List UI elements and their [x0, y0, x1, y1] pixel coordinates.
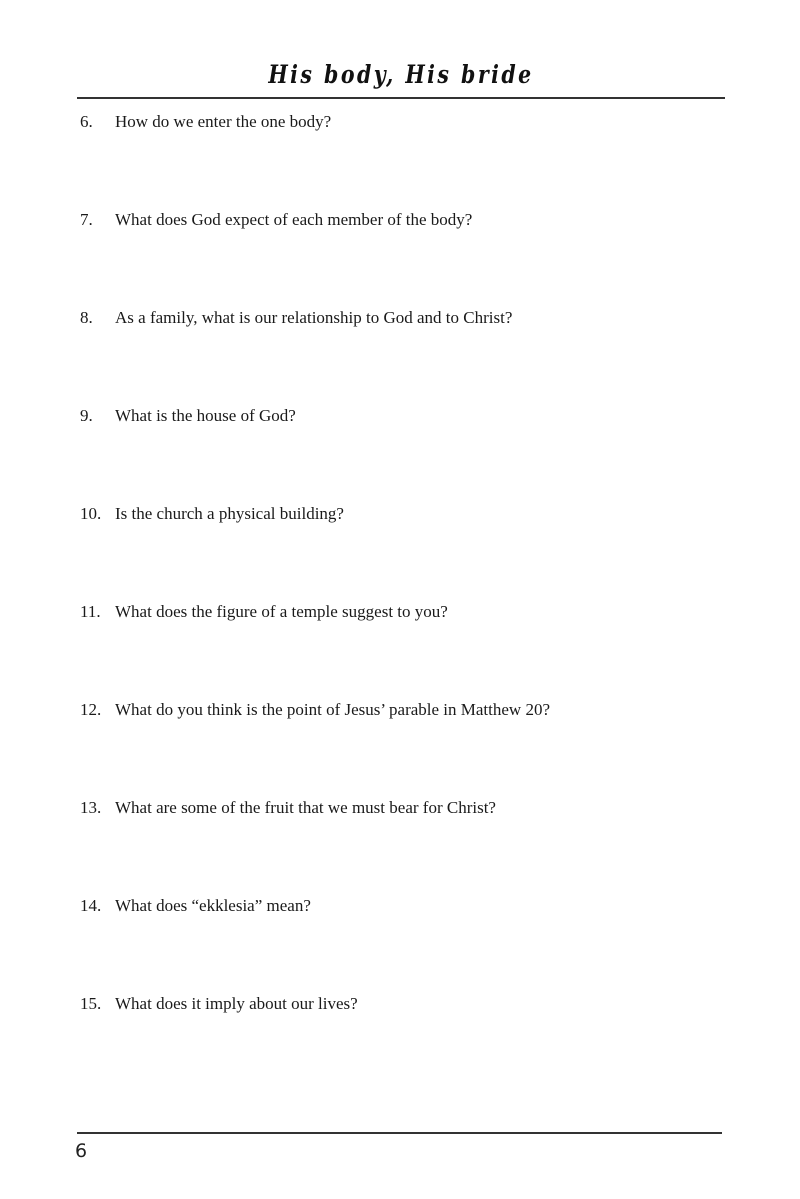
question-number: 13.	[80, 798, 102, 817]
question-text: What do you think is the point of Jesus’ parable in Matthew 20?	[115, 700, 550, 719]
question-text: What are some of the fruit that we must bear for Christ?	[115, 798, 496, 817]
question-item	[80, 896, 311, 916]
question-text: As a family, what is our relationship to God and to Christ?	[115, 308, 513, 327]
question-number: 12.	[80, 700, 102, 719]
question-number: 11.	[80, 602, 101, 621]
question-number: 10.	[80, 504, 102, 523]
question-number: 7.	[80, 210, 93, 229]
footer-rule	[77, 1132, 722, 1134]
question-item	[80, 210, 472, 230]
question-text: What is the house of God?	[115, 406, 296, 425]
question-item	[80, 798, 496, 818]
question-number: 6.	[80, 112, 93, 131]
question-item	[80, 112, 331, 132]
question-number: 9.	[80, 406, 93, 425]
question-item	[80, 700, 550, 720]
question-number: 14.	[80, 896, 102, 915]
question-text: Is the church a physical building?	[115, 504, 344, 523]
question-item	[80, 994, 358, 1014]
question-item	[80, 602, 448, 622]
page-header-title: His body, His bride	[268, 60, 534, 89]
header-rule	[77, 97, 725, 99]
question-item	[80, 308, 512, 328]
question-text: What does God expect of each member of the body?	[115, 210, 473, 229]
question-text: What does it imply about our lives?	[115, 994, 358, 1013]
question-text: What does “ekklesia” mean?	[115, 896, 311, 915]
question-text: How do we enter the one body?	[115, 112, 332, 131]
question-item	[80, 504, 344, 524]
question-item	[80, 406, 296, 426]
question-number: 8.	[80, 308, 93, 327]
question-text: What does the figure of a temple suggest to you?	[115, 602, 448, 621]
question-number: 15.	[80, 994, 102, 1013]
page-number: 6	[75, 1140, 88, 1162]
